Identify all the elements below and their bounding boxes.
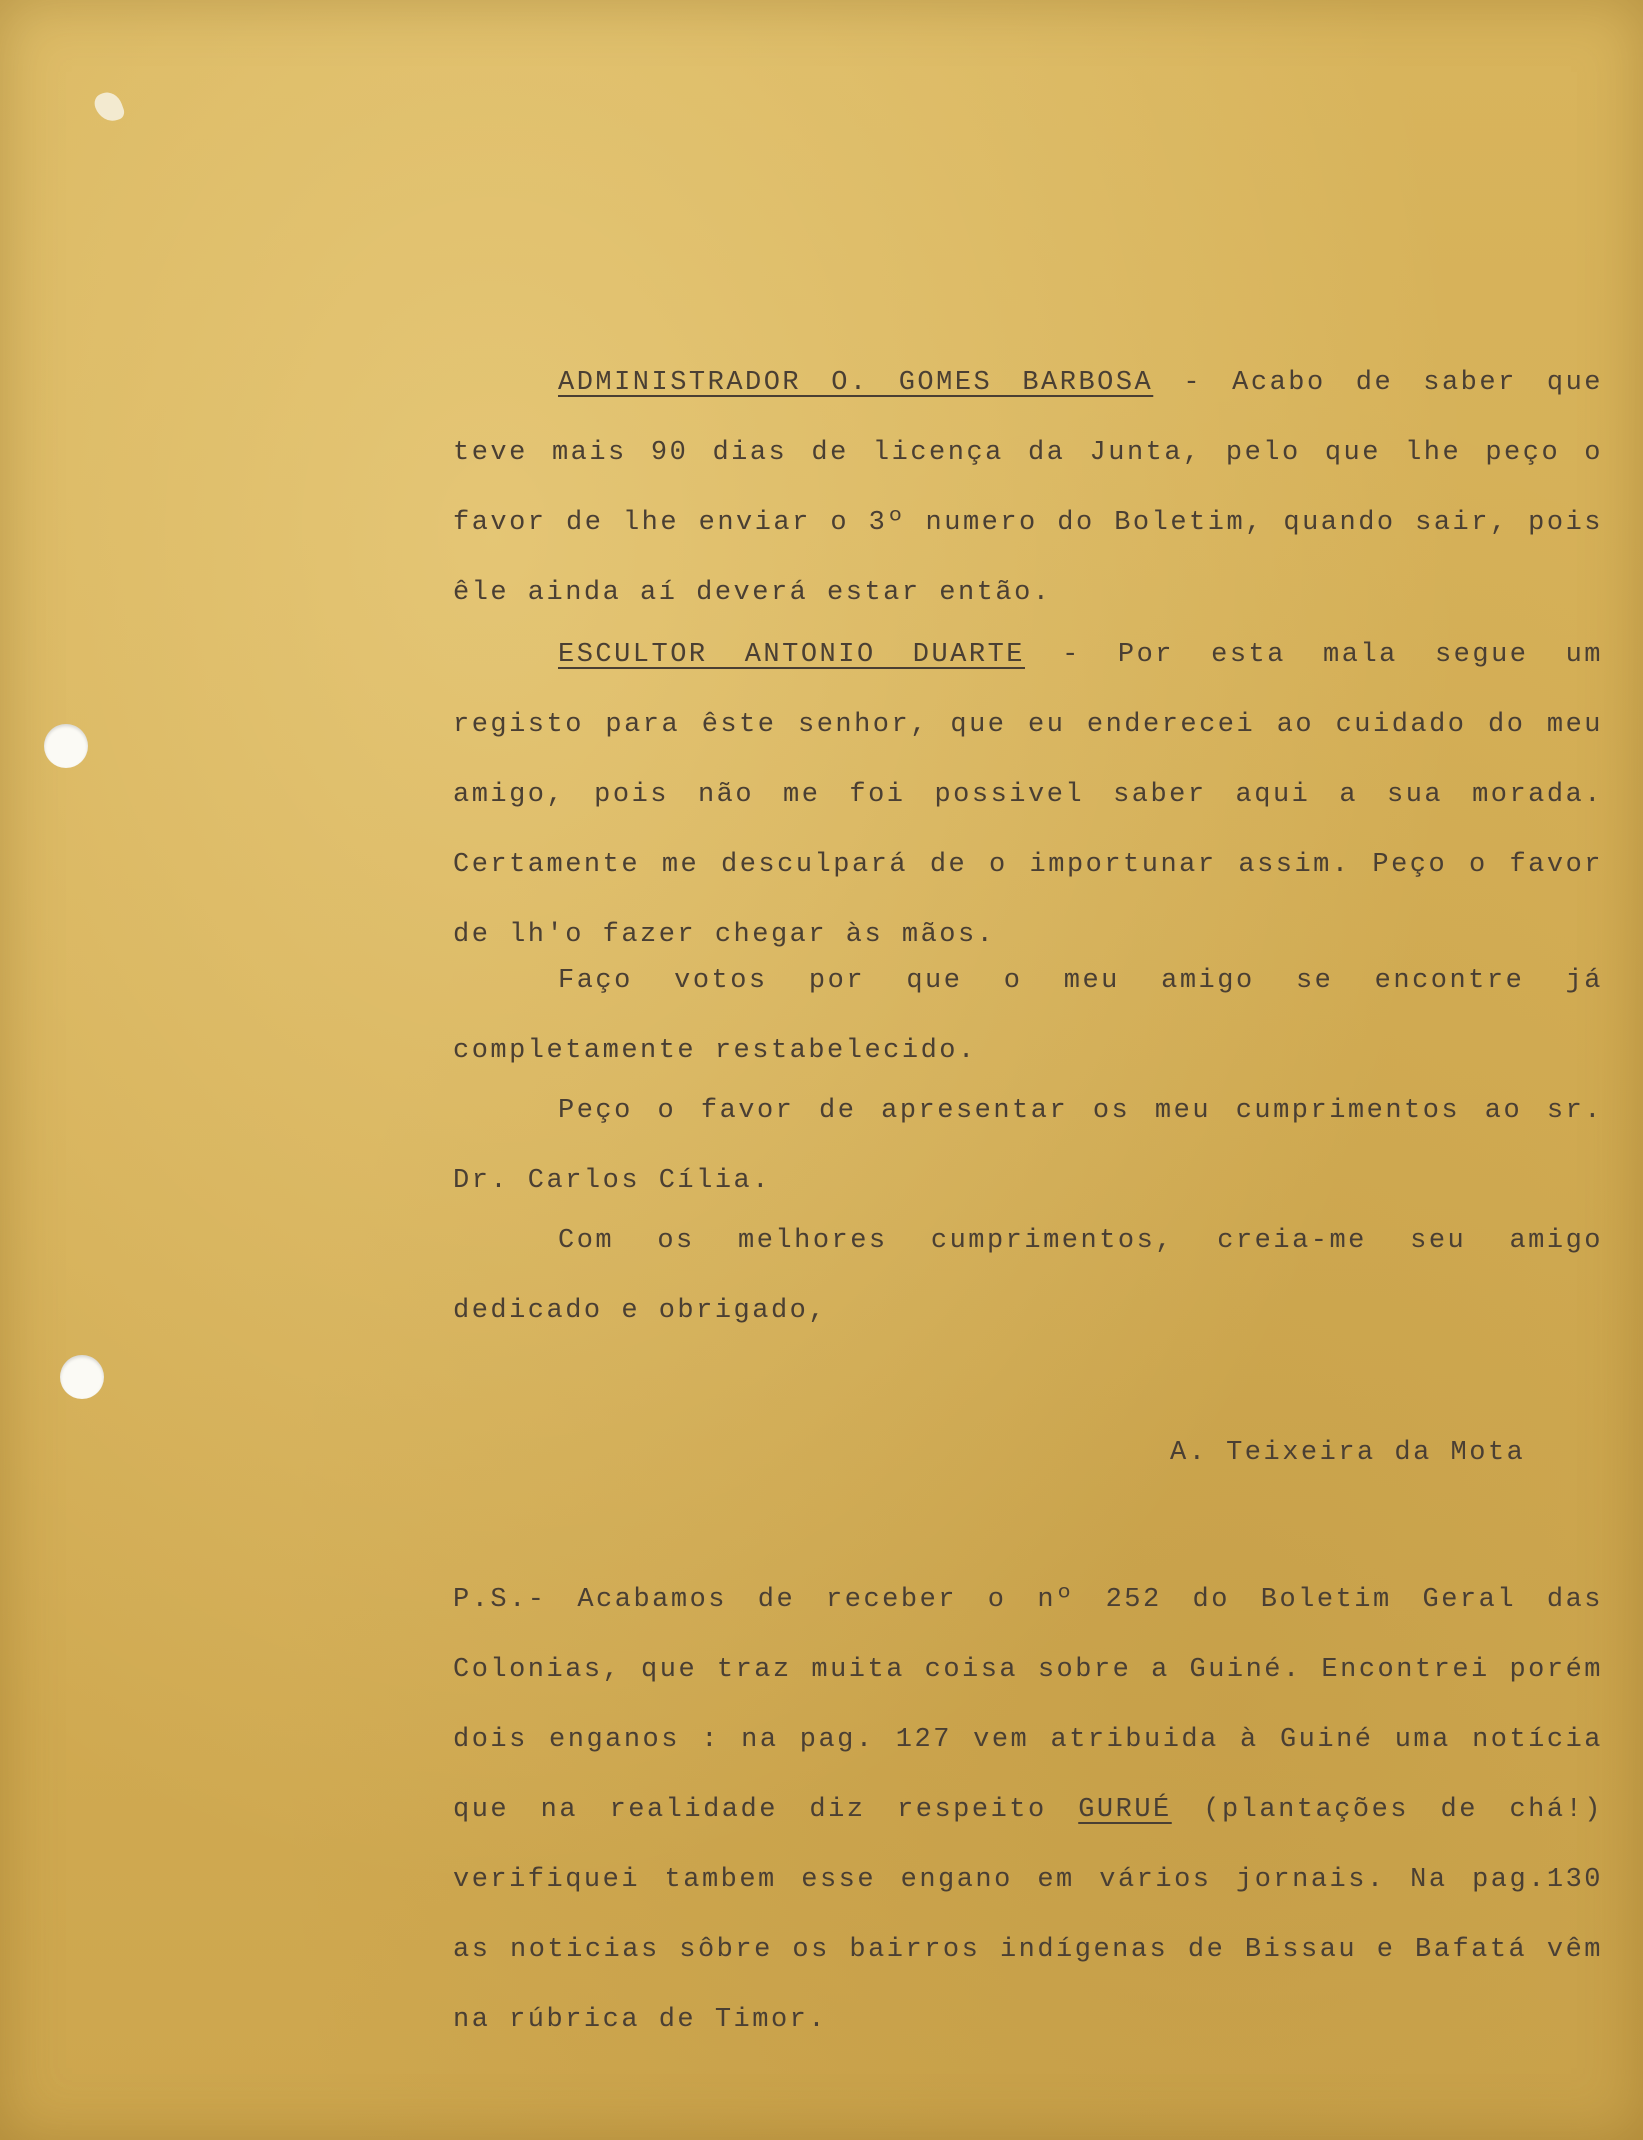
paragraph-escultor-text: - Por esta mala segue um registo para êste senhor, que eu enderecei ao cuidado do meu amigo, pois não me foi possivel saber aqui a sua morada. Certamente me desculpará de o importunar assim. Peço o favor de lh'o fazer chegar às mãos. [453, 640, 1603, 950]
paragraph-cumprimentos-text: Peço o favor de apresentar os meu cumprimentos ao sr. Dr. Carlos Cília. [453, 1096, 1603, 1196]
paragraph-escultor [453, 620, 1603, 970]
paragraph-votos [453, 946, 1603, 1086]
postscript-text-after: (plantações de chá!) verifiquei tambem esse engano em vários jornais. Na pag.130 as noticias sôbre os bairros indígenas de Bissau e Bafatá vêm na rúbrica de Timor. [453, 1795, 1603, 2035]
paragraph-cumprimentos [453, 1076, 1603, 1216]
paragraph-closing [453, 1206, 1603, 1346]
signature: A. Teixeira da Mota [1170, 1438, 1526, 1468]
paper-tear-mark [92, 88, 127, 125]
punch-hole-icon [44, 724, 88, 768]
heading-escultor: ESCULTOR ANTONIO DUARTE [558, 640, 1025, 670]
paragraph-closing-text: Com os melhores cumprimentos, creia-me seu amigo dedicado e obrigado, [453, 1226, 1603, 1326]
postscript [453, 1565, 1603, 2055]
postscript-text-before: P.S.- Acabamos de receber o nº 252 do Boletim Geral das Colonias, que traz muita coisa sobre a Guiné. Encontrei porém dois enganos : na pag. 127 vem atribuida à Guiné uma notícia que na realidade diz respeito [453, 1585, 1603, 1825]
heading-administrador: ADMINISTRADOR O. GOMES BARBOSA [558, 368, 1154, 398]
punch-hole-icon [60, 1355, 104, 1399]
postscript-highlight: GURUÉ [1078, 1795, 1172, 1825]
paragraph-votos-text: Faço votos por que o meu amigo se encontre já completamente restabelecido. [453, 966, 1603, 1066]
paragraph-administrador-text: - Acabo de saber que teve mais 90 dias de licença da Junta, pelo que lhe peço o favor de lhe enviar o 3º numero do Boletim, quando sair, pois êle ainda aí deverá estar então. [453, 368, 1603, 608]
paragraph-administrador [453, 348, 1603, 628]
